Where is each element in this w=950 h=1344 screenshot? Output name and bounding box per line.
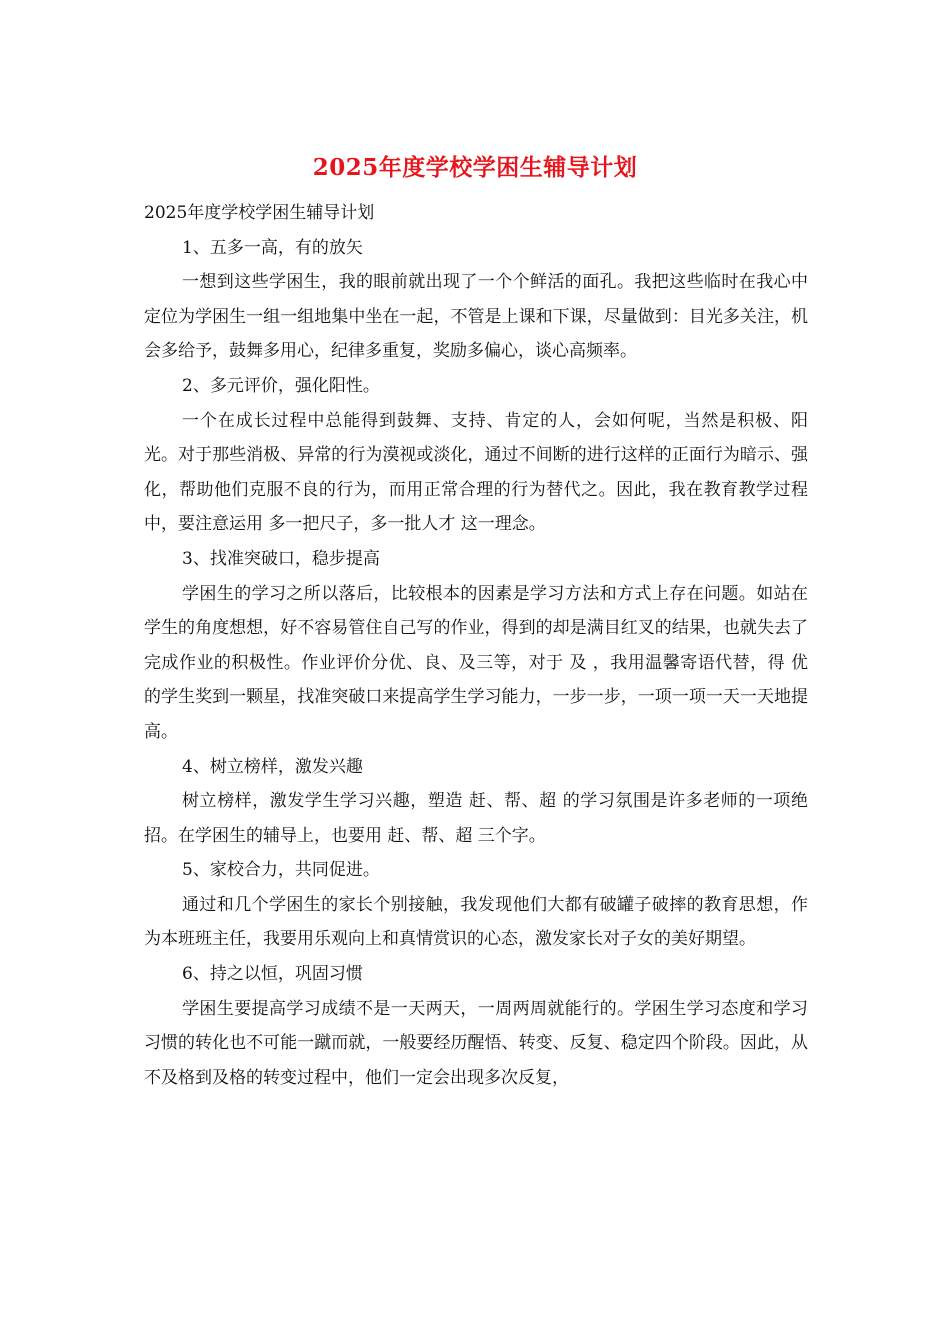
section-heading: 6、持之以恒，巩固习惯 [182, 964, 363, 985]
section-paragraph: 学困生要提高学习成绩不是一天两天，一周两周就能行的。学困生学习态度和学习习惯的转化也不可能一蹴而就，一般要经历醒悟、转变、反复、稳定四个阶段。因此，从不及格到及格的转变过程中，他们一定会出现多次反复， [144, 998, 808, 1088]
document-subtitle: 2025年度学校学困生辅导计划 [144, 203, 375, 223]
section-paragraph: 学困生的学习之所以落后，比较根本的因素是学习方法和方式上存在问题。如站在学生的角度想想，好不容易管住自己写的作业，得到的却是满目红叉的结果，也就失去了完成作业的积极性。作业评价分优、良、及三等，对于 及 ，我用温馨寄语代替，得 优 的学生奖到一颗星，找准突破口来提高学生学习能力，一步一步，一项一项一天一天地提高。 [144, 583, 808, 742]
section-heading: 4、树立榜样，激发兴趣 [182, 756, 363, 777]
document-title: 2025年度学校学困生辅导计划 [312, 154, 638, 181]
section-paragraph: 一想到这些学困生，我的眼前就出现了一个个鲜活的面孔。我把这些临时在我心中定位为学困生一组一组地集中坐在一起，不管是上课和下课，尽量做到：目光多关注，机会多给予，鼓舞多用心，纪律多重复，奖励多偏心，谈心高频率。 [144, 272, 808, 362]
section-paragraph: 一个在成长过程中总能得到鼓舞、支持、肯定的人，会如何呢，当然是积极、阳光。对于那些消极、异常的行为漠视或淡化，通过不间断的进行这样的正面行为暗示、强化，帮助他们克服不良的行为，而用正常合理的行为替代之。因此，我在教育教学过程中，要注意运用 多一把尺子，多一批人才 这一理念。 [144, 410, 808, 535]
section-heading: 3、找准突破口，稳步提高 [182, 548, 380, 569]
section-paragraph: 通过和几个学困生的家长个别接触，我发现他们大都有破罐子破摔的教育思想，作为本班班主任，我要用乐观向上和真情赏识的心态，激发家长对子女的美好期望。 [144, 894, 808, 950]
section-paragraph: 树立榜样，激发学生学习兴趣，塑造 赶、帮、超 的学习氛围是许多老师的一项绝招。在学困生的辅导上，也要用 赶、帮、超 三个字。 [144, 791, 808, 846]
section-heading: 2、多元评价，强化阳性。 [182, 375, 380, 396]
section-heading: 5、家校合力，共同促进。 [182, 860, 380, 881]
section-heading: 1、五多一高，有的放矢 [182, 237, 363, 258]
document-body [144, 196, 808, 1095]
